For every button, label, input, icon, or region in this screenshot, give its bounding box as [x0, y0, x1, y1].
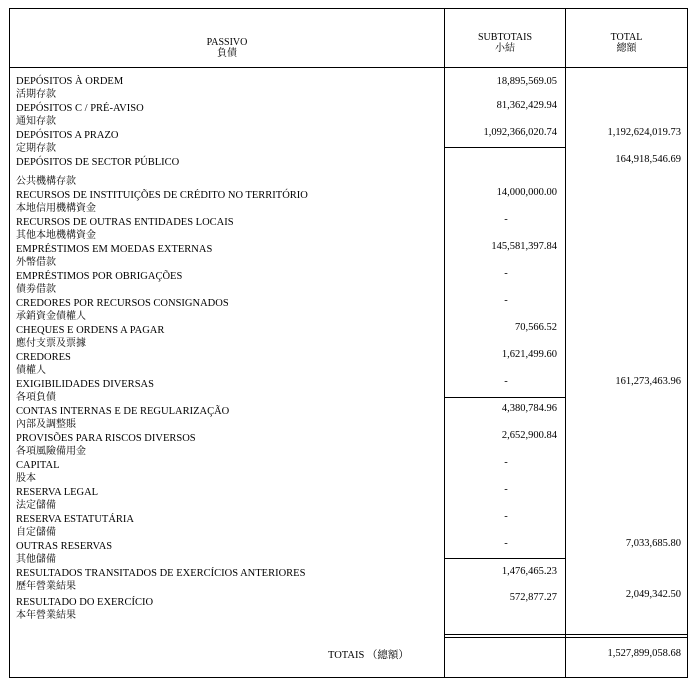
header-passivo-pt: PASSIVO	[206, 37, 248, 48]
row-label-zh: 應付支票及票據	[16, 338, 86, 349]
row-label-zh: 本地信用機構資金	[16, 203, 96, 214]
header-subtotais	[445, 32, 565, 54]
row-label-zh: 活期存款	[16, 89, 56, 100]
row-label-pt: RESULTADO DO EXERCÍCIO	[16, 597, 154, 608]
row-label-pt: CHEQUES E ORDENS A PAGAR	[16, 325, 165, 336]
row-label-pt: DEPÓSITOS A PRAZO	[16, 130, 119, 141]
row-label-zh: 各項風險備用金	[16, 446, 86, 457]
row-subtotal: -	[504, 511, 508, 522]
row-subtotal: -	[504, 538, 508, 549]
header-separator	[9, 67, 688, 68]
row-subtotal: 145,581,397.84	[491, 241, 557, 252]
row-label-pt: EMPRÉSTIMOS POR OBRIGAÇÕES	[16, 271, 183, 282]
row-label-zh: 本年營業結果	[16, 610, 76, 621]
row-label-pt: DEPÓSITOS À ORDEM	[16, 76, 124, 87]
row-label-zh: 法定儲備	[16, 500, 56, 511]
row-label-pt: CREDORES	[16, 352, 71, 363]
row-subtotal: 1,621,499.60	[501, 349, 557, 360]
row-total: 2,049,342.50	[625, 589, 681, 600]
header-passivo-zh: 負債	[217, 48, 237, 59]
row-subtotal: -	[504, 484, 508, 495]
column-divider-total	[565, 8, 566, 678]
totals-value: 1,527,899,058.68	[607, 648, 681, 659]
totals-separator-left	[444, 637, 688, 638]
row-label-zh: 債劵借款	[16, 284, 56, 295]
row-label-zh: 內部及調整賬	[16, 419, 76, 430]
row-total: 161,273,463.96	[615, 376, 681, 387]
row-subtotal: 2,652,900.84	[501, 430, 557, 441]
row-total: 7,033,685.80	[625, 538, 681, 549]
header-total-pt: TOTAL	[610, 32, 643, 43]
totals-label: TOTAIS （總額）	[328, 650, 409, 661]
row-subtotal: 70,566.52	[515, 322, 557, 333]
row-label-pt: RESERVA LEGAL	[16, 487, 99, 498]
row-subtotal: 18,895,569.05	[496, 76, 557, 87]
row-label-zh: 股本	[16, 473, 36, 484]
header-subtotais-pt: SUBTOTAIS	[477, 32, 533, 43]
row-label-pt: CAPITAL	[16, 460, 60, 471]
row-label-zh: 歷年營業結果	[16, 581, 76, 592]
row-label-zh: 自定儲備	[16, 527, 56, 538]
row-label-pt: CONTAS INTERNAS E DE REGULARIZAÇÃO	[16, 406, 230, 417]
row-label-pt: CREDORES POR RECURSOS CONSIGNADOS	[16, 298, 229, 309]
row-label-pt: PROVISÕES PARA RISCOS DIVERSOS	[16, 433, 196, 444]
row-subtotal: 1,476,465.23	[501, 566, 557, 577]
row-label-pt: RECURSOS DE OUTRAS ENTIDADES LOCAIS	[16, 217, 234, 228]
row-label-zh: 外幣借款	[16, 257, 56, 268]
group-separator-3	[444, 558, 565, 559]
row-label-zh: 承銷資金債權人	[16, 311, 86, 322]
row-label-zh: 定期存款	[16, 143, 56, 154]
group-separator-2	[444, 397, 565, 398]
row-subtotal: -	[504, 376, 508, 387]
totals-separator	[444, 634, 688, 635]
row-label-pt: RESULTADOS TRANSITADOS DE EXERCÍCIOS ANTERIORES	[16, 568, 306, 579]
row-label-zh: 各項負債	[16, 392, 56, 403]
row-subtotal: 4,380,784.96	[501, 403, 557, 414]
row-label-zh: 其他本地機構資金	[16, 230, 96, 241]
row-label-pt: DEPÓSITOS DE SECTOR PÚBLICO	[16, 157, 180, 168]
row-subtotal: 572,877.27	[509, 592, 557, 603]
row-subtotal: -	[504, 268, 508, 279]
group-separator-1	[444, 147, 565, 148]
header-passivo	[10, 37, 444, 59]
header-subtotais-zh: 小結	[495, 43, 515, 54]
row-label-pt: OUTRAS RESERVAS	[16, 541, 113, 552]
row-label-zh: 其他儲備	[16, 554, 56, 565]
row-subtotal: 14,000,000.00	[496, 187, 557, 198]
row-subtotal: -	[504, 295, 508, 306]
header-total-zh: 總額	[616, 43, 637, 54]
row-label-pt: DEPÓSITOS C / PRÉ-AVISO	[16, 103, 144, 114]
row-label-zh: 通知存款	[16, 116, 56, 127]
row-label-pt: RECURSOS DE INSTITUIÇÕES DE CRÉDITO NO TERRITÓRIO	[16, 190, 308, 201]
row-label-zh: 公共機構存款	[16, 176, 76, 187]
header-total	[566, 32, 687, 54]
row-total: 164,918,546.69	[615, 154, 681, 165]
row-label-pt: EXIGIBILIDADES DIVERSAS	[16, 379, 154, 390]
row-total: 1,192,624,019.73	[607, 127, 681, 138]
row-subtotal: -	[504, 457, 508, 468]
row-label-pt: EMPRÉSTIMOS EM MOEDAS EXTERNAS	[16, 244, 213, 255]
row-subtotal: -	[504, 214, 508, 225]
row-label-pt: RESERVA ESTATUTÁRIA	[16, 514, 135, 525]
row-label-zh: 債權人	[16, 365, 46, 376]
row-subtotal: 1,092,366,020.74	[483, 127, 557, 138]
row-subtotal: 81,362,429.94	[496, 100, 557, 111]
